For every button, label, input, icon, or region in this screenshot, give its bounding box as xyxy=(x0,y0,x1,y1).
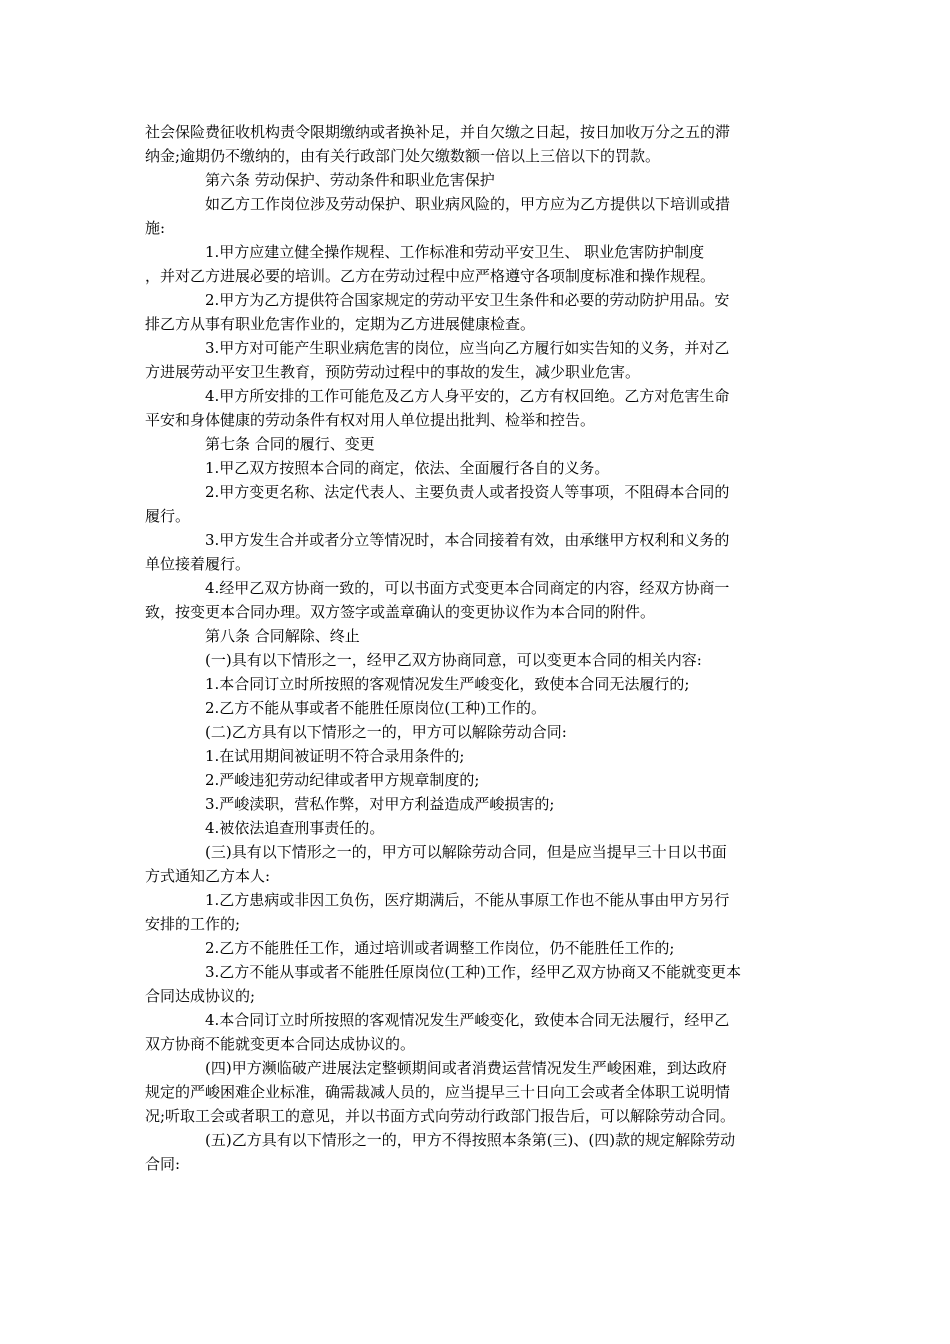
paragraph xyxy=(145,768,810,792)
paragraph xyxy=(145,816,810,840)
text-line: (四)甲方濒临破产进展法定整顿期间或者消费运营情况发生严峻困难，到达政府 xyxy=(205,1059,727,1077)
paragraph xyxy=(145,960,810,1008)
text-line: 安排的工作的; xyxy=(145,915,241,933)
paragraph xyxy=(145,624,810,648)
text-line: 平安和身体健康的劳动条件有权对用人单位提出批判、检举和控告。 xyxy=(145,411,596,429)
text-line: 2.乙方不能胜任工作，通过培训或者调整工作岗位，仍不能胜任工作的; xyxy=(205,939,675,957)
text-line: 1.乙方患病或非因工负伤，医疗期满后，不能从事原工作也不能从事由甲方另行 xyxy=(205,891,730,909)
text-line: 1.甲乙双方按照本合同的商定，依法、全面履行各自的义务。 xyxy=(205,459,610,477)
paragraph xyxy=(145,672,810,696)
paragraph xyxy=(145,744,810,768)
text-line: ，并对乙方进展必要的培训。乙方在劳动过程中应严格遵守各项制度标准和操作规程。 xyxy=(145,267,716,285)
text-line: 方进展劳动平安卫生教育，预防劳动过程中的事故的发生，减少职业危害。 xyxy=(145,363,641,381)
paragraph xyxy=(145,1056,810,1128)
paragraph xyxy=(145,840,810,888)
text-line: 第六条 劳动保护、劳动条件和职业危害保护 xyxy=(205,171,495,189)
paragraph xyxy=(145,1128,810,1176)
paragraph xyxy=(145,720,810,744)
paragraph xyxy=(145,792,810,816)
text-line: 第八条 合同解除、终止 xyxy=(205,627,360,645)
paragraph xyxy=(145,456,810,480)
text-line: 2.甲方为乙方提供符合国家规定的劳动平安卫生条件和必要的劳动防护用品。安 xyxy=(205,291,730,309)
text-line: 1.本合同订立时所按照的客观情况发生严峻变化，致使本合同无法履行的; xyxy=(205,675,690,693)
paragraph xyxy=(145,240,810,288)
text-line: (五)乙方具有以下情形之一的，甲方不得按照本条第(三)、(四)款的规定解除劳动 xyxy=(205,1131,736,1149)
document-body xyxy=(145,120,810,1176)
paragraph xyxy=(145,528,810,576)
text-line: 4.本合同订立时所按照的客观情况发生严峻变化，致使本合同无法履行，经甲乙 xyxy=(205,1011,730,1029)
text-line: 排乙方从事有职业危害作业的，定期为乙方进展健康检查。 xyxy=(145,315,536,333)
paragraph xyxy=(145,648,810,672)
text-line: 施: xyxy=(145,219,166,237)
text-line: 纳金;逾期仍不缴纳的，由有关行政部门处欠缴数额一倍以上三倍以下的罚款。 xyxy=(145,147,661,165)
paragraph xyxy=(145,120,810,168)
text-line: 致，按变更本合同办理。双方签字或盖章确认的变更协议作为本合同的附件。 xyxy=(145,603,656,621)
text-line: 1.甲方应建立健全操作规程、工作标准和劳动平安卫生、 职业危害防护制度 xyxy=(205,243,705,261)
text-line: 3.甲方对可能产生职业病危害的岗位，应当向乙方履行如实告知的义务，并对乙 xyxy=(205,339,730,357)
paragraph xyxy=(145,288,810,336)
text-line: 3.严峻渎职，营私作弊，对甲方利益造成严峻损害的; xyxy=(205,795,555,813)
text-line: 4.被依法追查刑事责任的。 xyxy=(205,819,385,837)
text-line: 如乙方工作岗位涉及劳动保护、职业病风险的，甲方应为乙方提供以下培训或措 xyxy=(205,195,731,213)
paragraph xyxy=(145,480,810,528)
paragraph xyxy=(145,1008,810,1056)
text-line: 1.在试用期间被证明不符合录用条件的; xyxy=(205,747,465,765)
text-line: (二)乙方具有以下情形之一的，甲方可以解除劳动合同: xyxy=(205,723,567,741)
text-line: 况;听取工会或者职工的意见，并以书面方式向劳动行政部门报告后，可以解除劳动合同。 xyxy=(145,1107,736,1125)
paragraph xyxy=(145,696,810,720)
paragraph xyxy=(145,168,810,192)
text-line: 2.严峻违犯劳动纪律或者甲方规章制度的; xyxy=(205,771,480,789)
text-line: 4.甲方所安排的工作可能危及乙方人身平安的，乙方有权回绝。乙方对危害生命 xyxy=(205,387,730,405)
paragraph xyxy=(145,192,810,240)
text-line: 3.甲方发生合并或者分立等情况时，本合同接着有效，由承继甲方权利和义务的 xyxy=(205,531,730,549)
text-line: 合同: xyxy=(145,1155,181,1173)
text-line: 3.乙方不能从事或者不能胜任原岗位(工种)工作，经甲乙双方协商又不能就变更本 xyxy=(205,963,742,981)
text-line: 第七条 合同的履行、变更 xyxy=(205,435,375,453)
text-line: 合同达成协议的; xyxy=(145,987,256,1005)
paragraph xyxy=(145,576,810,624)
text-line: 2.甲方变更名称、法定代表人、主要负责人或者投资人等事项，不阻碍本合同的 xyxy=(205,483,730,501)
paragraph xyxy=(145,936,810,960)
paragraph xyxy=(145,336,810,384)
text-line: 4.经甲乙双方协商一致的，可以书面方式变更本合同商定的内容，经双方协商一 xyxy=(205,579,730,597)
paragraph xyxy=(145,432,810,456)
text-line: 双方协商不能就变更本合同达成协议的。 xyxy=(145,1035,416,1053)
text-line: 规定的严峻困难企业标准，确需裁减人员的，应当提早三十日向工会或者全体职工说明情 xyxy=(145,1083,731,1101)
text-line: 单位接着履行。 xyxy=(145,555,251,573)
text-line: 方式通知乙方本人: xyxy=(145,867,271,885)
text-line: (一)具有以下情形之一，经甲乙双方协商同意，可以变更本合同的相关内容: xyxy=(205,651,702,669)
text-line: 履行。 xyxy=(145,507,191,525)
paragraph xyxy=(145,888,810,936)
paragraph xyxy=(145,384,810,432)
text-line: (三)具有以下情形之一的，甲方可以解除劳动合同，但是应当提早三十日以书面 xyxy=(205,843,727,861)
text-line: 社会保险费征收机构责令限期缴纳或者换补足，并自欠缴之日起，按日加收万分之五的滞 xyxy=(145,123,731,141)
text-line: 2.乙方不能从事或者不能胜任原岗位(工种)工作的。 xyxy=(205,699,547,717)
